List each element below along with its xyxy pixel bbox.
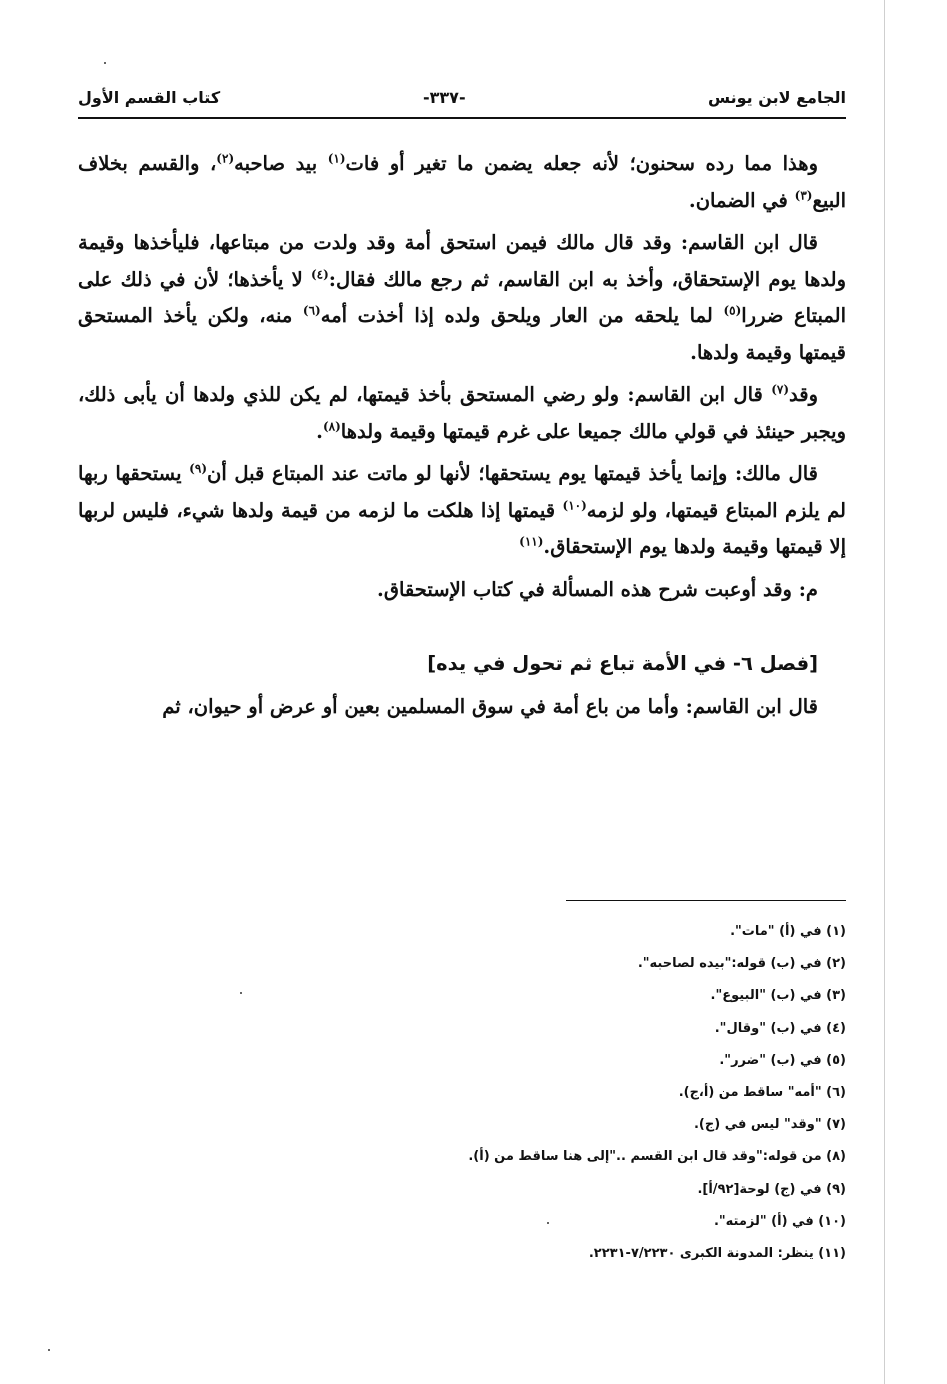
footnote-item: (٣) في (ب) "البيوع". <box>710 988 846 1004</box>
paragraph-2: قال ابن القاسم: وقد قال مالك فيمن استحق أمة وقد ولدت من مبتاعها، فليأخذها وقيمة ولدها يوم الإستحقاق، وأخذ به ابن القاسم، ثم رجع مالك فقال:$^{(٤)}$ لا يأخذها؛ لأن في ذلك على المبتاع ضررا$^{(٥)}$ لما يلحقه من العار ويلحق ولده إذا أخذت أمه$^{(٦)}$ منه، ولكن يأخذ المستحق قيمتها وقيمة ولدها. <box>78 231 847 364</box>
footnotes <box>380 916 846 1270</box>
paragraph-4: قال مالك: وإنما يأخذ قيمتها يوم يستحقها؛ لأنها لو ماتت عند المبتاع قبل أن$^{(٩)}$ يستحقها ربها لم يلزم المبتاع قيمتها، ولو لزمه$^{(١٠)}$ قيمتها إذا هلكت ما لزمه من قيمة ولدها شيء، فليس لربها إلا قيمتها وقيمة ولدها يوم الإستحقاق.$^{(١١)}$ <box>78 461 846 558</box>
footnote-ref: (١٠) <box>562 498 587 512</box>
page-number: -٣٣٧- <box>423 88 466 107</box>
footnote-item: (٥) في (ب) "ضرر". <box>719 1052 846 1068</box>
footnote-ref: (٨) <box>322 419 341 433</box>
footnote-ref: (٩) <box>189 461 207 476</box>
scan-speck <box>240 992 242 994</box>
footnote-ref: (٤) <box>310 267 329 281</box>
footnote-item: (٧) "وقد" ليس في (ج). <box>693 1117 846 1133</box>
main-text <box>78 146 846 731</box>
footnote-item: (١٠) في (أ) "لزمته". <box>713 1213 846 1229</box>
paragraph-5: قال ابن القاسم: وأما من باع أمة في سوق المسلمين بعين أو عرض أو حيوان، ثم <box>162 694 818 718</box>
scan-speck <box>547 1222 549 1224</box>
footnote-item: (١١) ينظر: المدونة الكبرى ٧/٢٢٣٠-٢٢٣١. <box>588 1246 846 1262</box>
footnote-item: (٦) "أمه" ساقط من (أ،ج). <box>678 1085 846 1101</box>
scan-speck <box>104 62 106 64</box>
footnote-item: (٤) في (ب) "وقال". <box>714 1020 846 1036</box>
running-header <box>78 88 846 112</box>
footnote-item: (٢) في (ب) قوله:"بيده لصاحبه". <box>637 956 846 972</box>
footnote-separator <box>566 900 846 901</box>
header-rule <box>78 117 846 119</box>
footnote-item: (٩) في (ج) لوحة[٩٢/أ]. <box>697 1181 846 1197</box>
scan-speck <box>48 1349 50 1351</box>
paragraph-1: وهذا مما رده سحنون؛ لأنه جعله يضمن ما تغير أو فات$^{(١)}$ بيد صاحبه$^{(٢)}$، والقسم بخلاف البيع$^{(٣)}$ في الضمان. <box>78 151 846 212</box>
footnote-ref: (٥) <box>723 303 742 318</box>
footnote-ref: (١١) <box>519 534 544 549</box>
section-heading: [فصل ٦- في الأمة تباع ثم تحول في يده] <box>427 652 818 675</box>
footnote-ref: (٣) <box>794 188 813 202</box>
page-edge-rule <box>884 0 885 1384</box>
author-note-line: م: وقد أوعبت شرح هذه المسألة في كتاب الإستحقاق. <box>377 577 818 601</box>
header-chapter-title: كتاب القسم الأول <box>78 88 221 107</box>
footnote-ref: (٢) <box>216 151 235 166</box>
footnote-item: (١) في (أ) "مات". <box>730 924 846 939</box>
footnote-ref: (١) <box>327 151 346 166</box>
footnote-item: (٨) من قوله:"وقد قال ابن القسم .."إلى هنا ساقط من (أ). <box>468 1149 846 1165</box>
header-book-title: الجامع لابن يونس <box>708 88 846 107</box>
footnote-ref: (٦) <box>302 303 321 318</box>
paragraph-3: وقد$^{(٧)}$ قال ابن القاسم: ولو رضي المستحق بأخذ قيمتها، لم يكن للذي ولدها أن يأبى ذلك، ويجبر حينئذ في قولي مالك جميعا على غرم قيمتها وقيمة ولدها$^{(٨)}$. <box>78 382 846 443</box>
footnote-ref: (٧) <box>771 382 790 397</box>
